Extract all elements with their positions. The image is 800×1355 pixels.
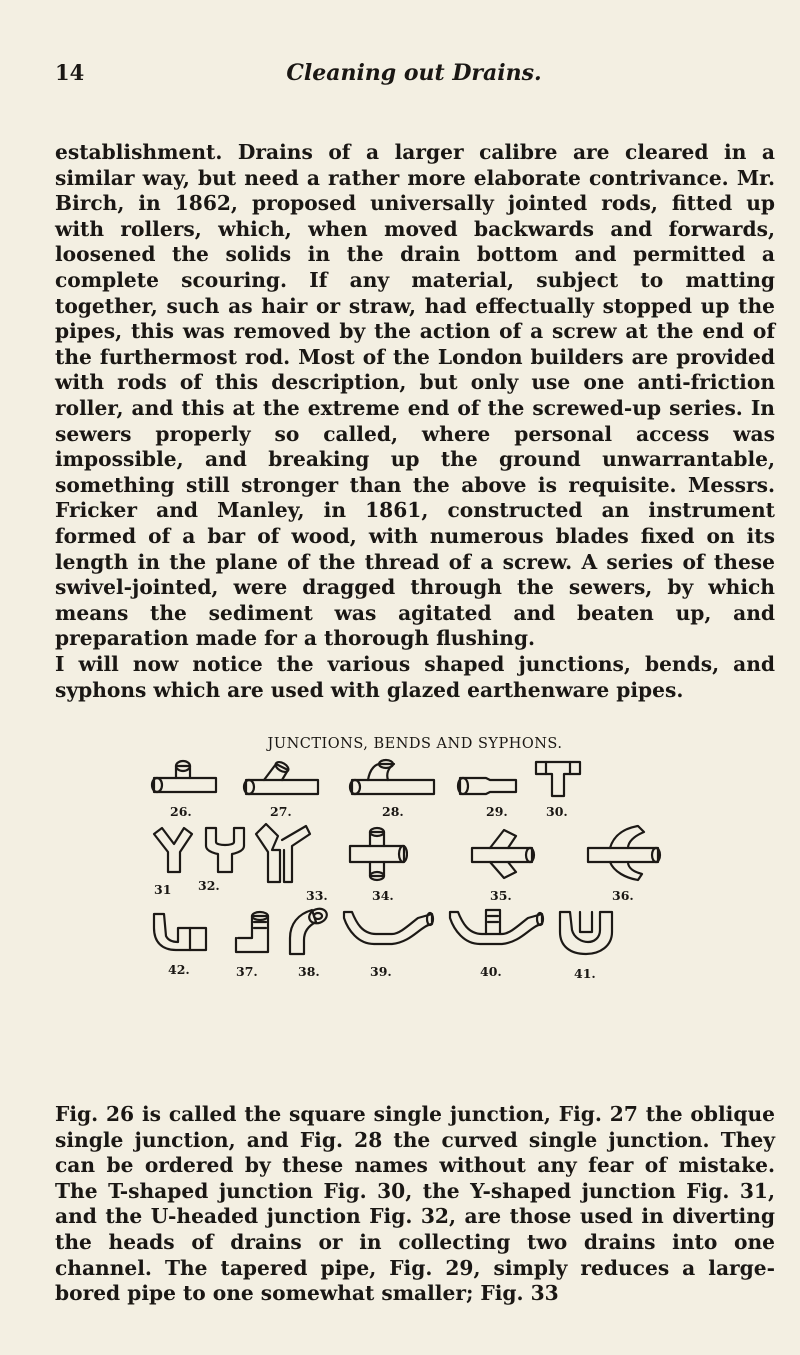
figure-label: 39. (370, 964, 392, 979)
syphon-with-inlet-icon (446, 904, 546, 950)
figure-label: 28. (382, 804, 404, 819)
t-junction-icon (530, 758, 586, 800)
u-headed-junction-icon (202, 824, 248, 876)
figure-label: 26. (170, 804, 192, 819)
figure-label: 37. (236, 964, 258, 979)
figure-label: 30. (546, 804, 568, 819)
square-junction-icon (150, 758, 220, 800)
figure-label: 32. (198, 878, 220, 893)
rest-bend-icon (232, 908, 282, 958)
paragraph-drain-rods (55, 140, 775, 652)
figure-label: 41. (574, 966, 596, 981)
figure-label: 33. (306, 888, 328, 903)
figure-label: 34. (372, 888, 394, 903)
figure-label: 36. (612, 888, 634, 903)
plate-title: JUNCTIONS, BENDS AND SYPHONS. (267, 736, 563, 752)
running-title: Cleaning out Drains. (286, 60, 542, 86)
curved-junction-icon (348, 758, 438, 800)
oblique-junction-icon (242, 758, 322, 800)
figure-label: 31 (154, 882, 172, 897)
figure-label: 42. (168, 962, 190, 977)
double-oblique-junction-icon (468, 824, 538, 884)
syphon-icon (340, 908, 436, 948)
figure-label: 27. (270, 804, 292, 819)
figure-label: 35. (490, 888, 512, 903)
paragraph-text: establishment. Drains of a larger calibre are cleared in a similar way, but need a rather more elaborate contrivance. Mr. Birch, in 1862, proposed universally jointed rods, fitted up with rollers, which, when moved backwards and forwards, loosened the solids in the drain bottom and permitted a complete scouring. If any material, subject to matting together, such as hair or straw, had effectually stopped up the pipes, this was removed by the action of a screw at the end of the furthermost rod. Most of the London builders are provided with rods of this description, but only use one anti-friction roller, and this at the extreme end of the screwed-up series. In sewers properly so called, where personal access was impossible, and breaking up the ground unwarrantable, something still stronger than the above is requisite. Messrs. Fricker and Manley, in 1861, constructed an instrument formed of a bar of wood, with numerous blades fixed on its length in the plane of the thread of a screw. A series of these swivel-jointed, were dragged through the sewers, by which means the sediment was agitated and beaten up, and preparation made for a thorough flushing. (55, 140, 775, 651)
paragraph-junction-names (55, 1102, 775, 1307)
paragraph-text: I will now notice the various shaped junctions, bends, and syphons which are used with glazed earthenware pipes. (55, 652, 775, 702)
paragraph-text: Fig. 26 is called the square single junction, Fig. 27 the oblique single junction, and Fig. 28 the curved single junction. They can be ordered by these names without any fear of mistake. The T-shaped junction Fig. 30, the Y-shaped junction Fig. 31, and the U-headed junction Fig. 32, are those used in diverting the heads of drains or in collecting two drains into one channel. The tapered pipe, Fig. 29, simply reduces a large-bored pipe to one somewhat smaller; Fig. 33 (55, 1102, 775, 1306)
figure-label: 38. (298, 964, 320, 979)
syphon-trap-icon (554, 906, 618, 958)
figure-plate (150, 758, 750, 1098)
double-square-junction-icon (346, 824, 408, 884)
figure-label: 29. (486, 804, 508, 819)
paragraph-junctions-intro (55, 652, 775, 703)
page-number: 14 (55, 60, 85, 85)
knee-bend-icon (284, 904, 334, 960)
bend-pipe-icon (252, 820, 314, 886)
tapered-pipe-icon (456, 758, 520, 800)
double-curved-junction-icon (584, 820, 664, 884)
figure-label: 40. (480, 964, 502, 979)
y-junction-icon (150, 824, 196, 876)
elbow-bend-icon (150, 908, 210, 954)
page-header (55, 60, 773, 90)
